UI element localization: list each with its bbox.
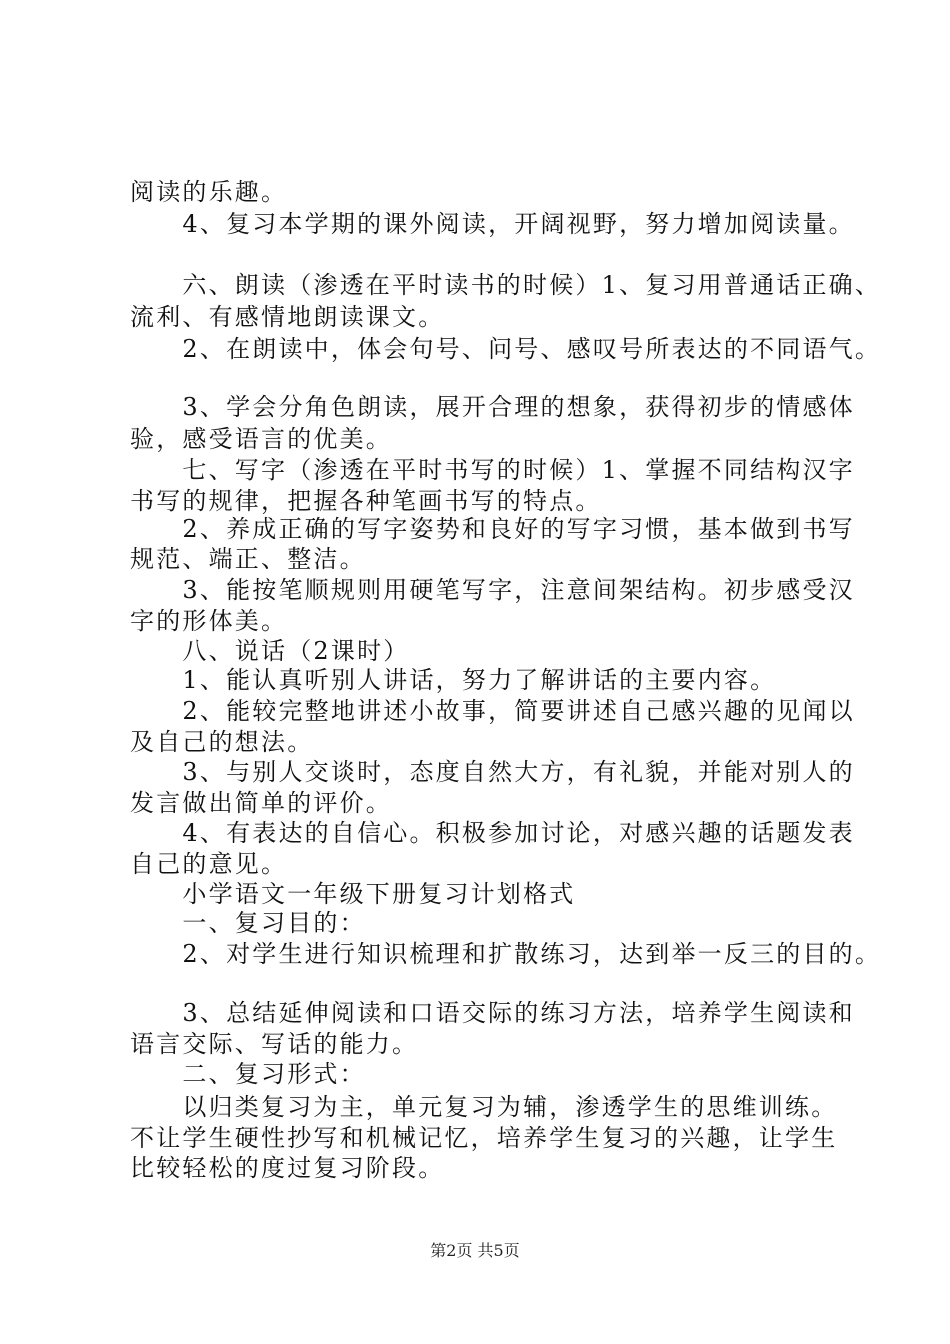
text-line: 规范、端正、整洁。 <box>130 545 366 573</box>
text-line: 4、复习本学期的课外阅读，开阔视野，努力增加阅读量。 <box>130 210 855 238</box>
text-line: 2、在朗读中，体会句号、问号、感叹号所表达的不同语气。 <box>130 335 882 363</box>
text-line: 2、能较完整地讲述小故事，简要讲述自己感兴趣的见闻以 <box>130 697 855 725</box>
text-line: 八、说话（2课时） <box>130 637 410 665</box>
text-line: 比较轻松的度过复习阶段。 <box>130 1154 445 1182</box>
text-line: 发言做出简单的评价。 <box>130 789 392 817</box>
text-line: 2、养成正确的写字姿势和良好的写字习惯，基本做到书写 <box>130 515 855 543</box>
text-line: 不让学生硬性抄写和机械记忆，培养学生复习的兴趣，让学生 <box>130 1124 838 1152</box>
text-line: 1、能认真听别人讲话，努力了解讲话的主要内容。 <box>130 666 777 694</box>
text-line: 阅读的乐趣。 <box>130 178 288 206</box>
text-line: 七、写字（渗透在平时书写的时候）1、掌握不同结构汉字 <box>130 456 855 484</box>
text-line: 字的形体美。 <box>130 607 288 635</box>
text-line: 二、复习形式： <box>130 1060 366 1088</box>
text-line: 流利、有感情地朗读课文。 <box>130 303 445 331</box>
text-line: 自己的意见。 <box>130 850 288 878</box>
text-line: 六、朗读（渗透在平时读书的时候）1、复习用普通话正确、 <box>130 271 882 299</box>
text-line: 书写的规律，把握各种笔画书写的特点。 <box>130 487 602 515</box>
text-line: 4、有表达的自信心。积极参加讨论，对感兴趣的话题发表 <box>130 819 855 847</box>
text-line: 一、复习目的： <box>130 909 366 937</box>
text-line: 及自己的想法。 <box>130 728 314 756</box>
text-line: 2、对学生进行知识梳理和扩散练习，达到举一反三的目的。 <box>130 940 882 968</box>
text-line: 3、总结延伸阅读和口语交际的练习方法，培养学生阅读和 <box>130 999 855 1027</box>
text-line: 3、学会分角色朗读，展开合理的想象，获得初步的情感体 <box>130 393 855 421</box>
text-line: 3、与别人交谈时，态度自然大方，有礼貌，并能对别人的 <box>130 758 855 786</box>
text-line: 以归类复习为主，单元复习为辅，渗透学生的思维训练。 <box>130 1093 838 1121</box>
text-line: 小学语文一年级下册复习计划格式 <box>130 880 576 908</box>
text-line: 3、能按笔顺规则用硬笔写字，注意间架结构。初步感受汉 <box>130 576 855 604</box>
text-line: 验，感受语言的优美。 <box>130 425 392 453</box>
page-number-footer: 第2页 共5页 <box>430 1241 520 1260</box>
text-line: 语言交际、写话的能力。 <box>130 1030 419 1058</box>
